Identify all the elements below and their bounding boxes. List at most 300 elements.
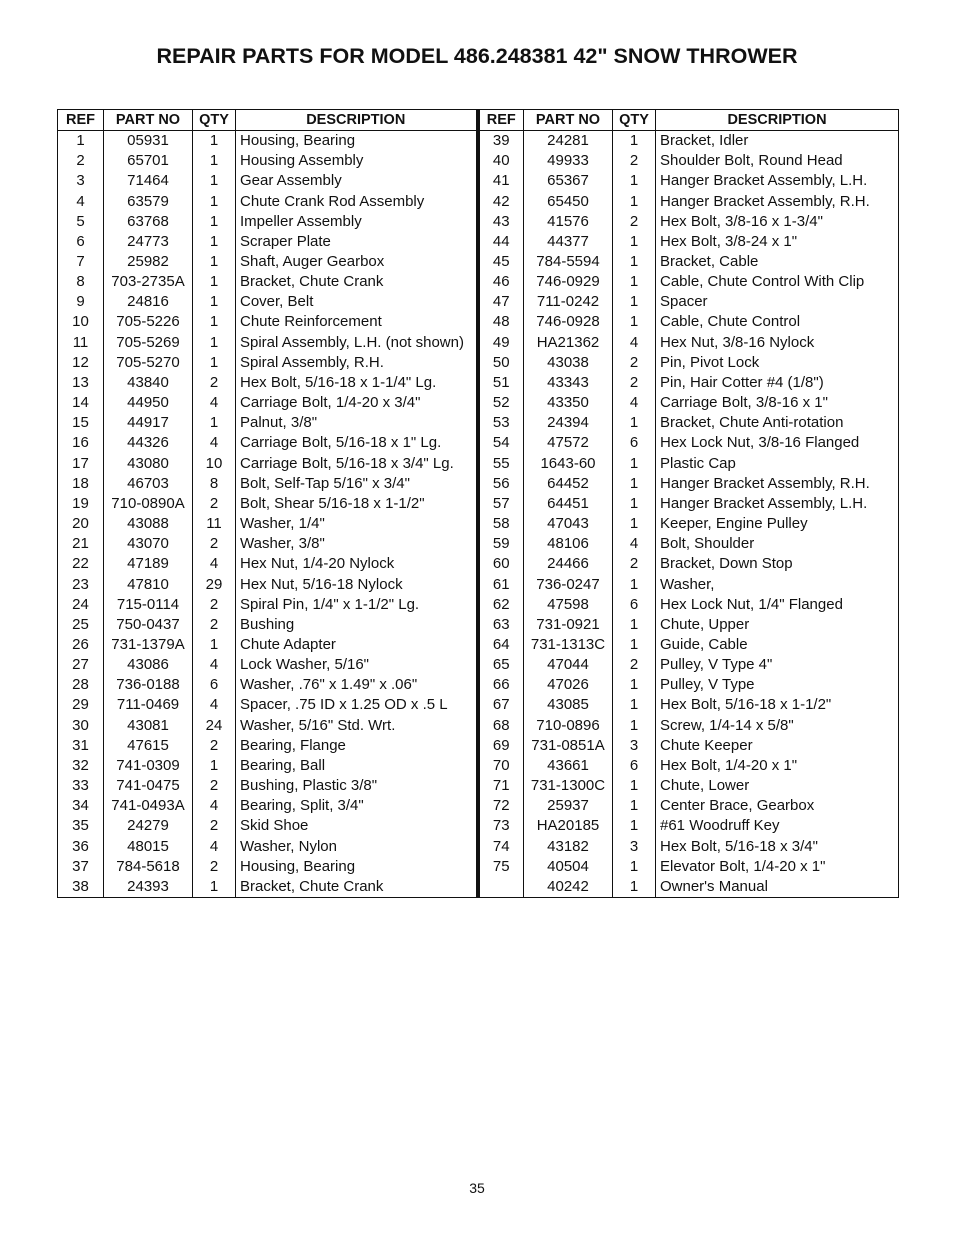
part-no-cell: HA20185 [524,816,613,836]
repair-parts-table [57,109,899,898]
ref-cell: 11 [58,333,104,353]
table-row [58,534,899,554]
part-no-cell: 25937 [524,796,613,816]
part-no-cell: 64452 [524,474,613,494]
table-row [58,816,899,836]
ref-cell: 19 [58,494,104,514]
description-cell: Housing Assembly [236,151,478,171]
table-row [58,252,899,272]
description-cell: Bracket, Chute Crank [236,272,478,292]
ref-cell: 26 [58,635,104,655]
part-no-cell: 43081 [104,716,193,736]
description-cell: Plastic Cap [656,454,899,474]
part-no-cell: 40504 [524,857,613,877]
description-cell: Chute Reinforcement [236,312,478,332]
part-no-cell: 47043 [524,514,613,534]
table-row [58,131,899,152]
description-cell: Hex Bolt, 5/16-18 x 3/4" [656,836,899,856]
ref-cell: 9 [58,292,104,312]
part-no-cell: 784-5618 [104,857,193,877]
description-cell: Pin, Pivot Lock [656,353,899,373]
part-no-cell: 746-0929 [524,272,613,292]
description-cell: Cable, Chute Control [656,312,899,332]
qty-cell: 2 [193,373,236,393]
ref-cell: 13 [58,373,104,393]
description-cell: Bolt, Shear 5/16-18 x 1-1/2" [236,494,478,514]
part-no-cell: 703-2735A [104,272,193,292]
description-cell: Hex Bolt, 5/16-18 x 1-1/2" [656,695,899,715]
part-no-cell: 25982 [104,252,193,272]
header-part-no: PART NO [104,110,193,131]
qty-cell: 4 [613,333,656,353]
description-cell: Shoulder Bolt, Round Head [656,151,899,171]
description-cell: Pin, Hair Cotter #4 (1/8") [656,373,899,393]
qty-cell: 6 [193,675,236,695]
description-cell: Spiral Assembly, L.H. (not shown) [236,333,478,353]
description-cell: Chute, Upper [656,615,899,635]
part-no-cell: 43086 [104,655,193,675]
description-cell: Hex Bolt, 1/4-20 x 1" [656,756,899,776]
ref-cell: 37 [58,857,104,877]
part-no-cell: 43080 [104,454,193,474]
qty-cell: 1 [613,857,656,877]
part-no-cell: 47572 [524,433,613,453]
qty-cell: 1 [193,131,236,152]
ref-cell: 1 [58,131,104,152]
table-header-row [58,110,899,131]
ref-cell: 62 [478,595,524,615]
qty-cell: 1 [613,252,656,272]
qty-cell: 1 [193,635,236,655]
part-no-cell: 43070 [104,534,193,554]
qty-cell: 1 [613,171,656,191]
qty-cell: 4 [193,393,236,413]
part-no-cell: 750-0437 [104,615,193,635]
ref-cell: 7 [58,252,104,272]
description-cell: Hex Lock Nut, 1/4" Flanged [656,595,899,615]
description-cell: Lock Washer, 5/16" [236,655,478,675]
ref-cell: 16 [58,433,104,453]
description-cell: Hex Nut, 1/4-20 Nylock [236,554,478,574]
table-row [58,474,899,494]
ref-cell: 47 [478,292,524,312]
qty-cell: 24 [193,716,236,736]
part-no-cell: 741-0309 [104,756,193,776]
part-no-cell: 44950 [104,393,193,413]
ref-cell: 48 [478,312,524,332]
qty-cell: 2 [193,615,236,635]
part-no-cell: 731-1313C [524,635,613,655]
part-no-cell: 746-0928 [524,312,613,332]
ref-cell: 52 [478,393,524,413]
qty-cell: 29 [193,574,236,594]
qty-cell: 2 [613,151,656,171]
table-row [58,877,899,898]
ref-cell: 28 [58,675,104,695]
ref-cell: 30 [58,716,104,736]
part-no-cell: 44377 [524,232,613,252]
qty-cell: 1 [193,756,236,776]
part-no-cell: 710-0896 [524,716,613,736]
ref-cell: 15 [58,413,104,433]
qty-cell: 1 [613,191,656,211]
table-row [58,333,899,353]
part-no-cell: 49933 [524,151,613,171]
description-cell: Bracket, Chute Crank [236,877,478,898]
ref-cell: 40 [478,151,524,171]
part-no-cell: 71464 [104,171,193,191]
part-no-cell: 63768 [104,212,193,232]
qty-cell: 2 [193,857,236,877]
part-no-cell: 65367 [524,171,613,191]
ref-cell: 17 [58,454,104,474]
qty-cell: 1 [193,151,236,171]
ref-cell: 69 [478,736,524,756]
part-no-cell: 43085 [524,695,613,715]
qty-cell: 4 [193,796,236,816]
ref-cell: 8 [58,272,104,292]
table-row [58,615,899,635]
ref-cell: 72 [478,796,524,816]
header-qty: QTY [613,110,656,131]
ref-cell: 50 [478,353,524,373]
ref-cell: 59 [478,534,524,554]
part-no-cell: HA21362 [524,333,613,353]
table-row [58,454,899,474]
table-row [58,413,899,433]
ref-cell: 63 [478,615,524,635]
ref-cell: 32 [58,756,104,776]
qty-cell: 4 [193,433,236,453]
part-no-cell: 24394 [524,413,613,433]
qty-cell: 1 [613,776,656,796]
qty-cell: 10 [193,454,236,474]
description-cell: Washer, 1/4" [236,514,478,534]
ref-cell: 18 [58,474,104,494]
part-no-cell: 46703 [104,474,193,494]
description-cell: Cable, Chute Control With Clip [656,272,899,292]
header-ref: REF [58,110,104,131]
table-row [58,736,899,756]
part-no-cell: 43343 [524,373,613,393]
table-row [58,373,899,393]
qty-cell: 1 [613,454,656,474]
qty-cell: 6 [613,433,656,453]
parts-table-body [58,131,899,898]
qty-cell: 2 [613,554,656,574]
page-number: 35 [469,1180,485,1196]
ref-cell: 75 [478,857,524,877]
description-cell: Bearing, Ball [236,756,478,776]
part-no-cell: 705-5226 [104,312,193,332]
description-cell: Washer, 5/16" Std. Wrt. [236,716,478,736]
description-cell: Bearing, Split, 3/4" [236,796,478,816]
description-cell: Gear Assembly [236,171,478,191]
ref-cell: 74 [478,836,524,856]
qty-cell: 2 [613,655,656,675]
part-no-cell: 47189 [104,554,193,574]
ref-cell: 12 [58,353,104,373]
qty-cell: 2 [193,534,236,554]
description-cell: Bushing [236,615,478,635]
ref-cell: 24 [58,595,104,615]
part-no-cell: 731-0921 [524,615,613,635]
description-cell: Carriage Bolt, 1/4-20 x 3/4" [236,393,478,413]
description-cell: Owner's Manual [656,877,899,898]
part-no-cell: 63579 [104,191,193,211]
ref-cell: 64 [478,635,524,655]
description-cell: Impeller Assembly [236,212,478,232]
description-cell: Carriage Bolt, 5/16-18 x 3/4" Lg. [236,454,478,474]
part-no-cell: 711-0242 [524,292,613,312]
qty-cell: 1 [613,796,656,816]
qty-cell: 4 [193,695,236,715]
qty-cell: 1 [613,816,656,836]
qty-cell: 1 [613,474,656,494]
ref-cell: 6 [58,232,104,252]
description-cell: Guide, Cable [656,635,899,655]
ref-cell: 34 [58,796,104,816]
ref-cell: 56 [478,474,524,494]
description-cell: Housing, Bearing [236,131,478,152]
part-no-cell: 41576 [524,212,613,232]
qty-cell: 6 [613,595,656,615]
description-cell: Carriage Bolt, 3/8-16 x 1" [656,393,899,413]
qty-cell: 2 [613,373,656,393]
ref-cell: 33 [58,776,104,796]
qty-cell: 1 [193,333,236,353]
description-cell: Bearing, Flange [236,736,478,756]
ref-cell: 53 [478,413,524,433]
part-no-cell: 24466 [524,554,613,574]
qty-cell: 1 [193,191,236,211]
qty-cell: 6 [613,756,656,776]
description-cell: Bolt, Self-Tap 5/16" x 3/4" [236,474,478,494]
description-cell: Washer, [656,574,899,594]
part-no-cell: 24816 [104,292,193,312]
part-no-cell: 47044 [524,655,613,675]
description-cell: Bracket, Idler [656,131,899,152]
table-row [58,796,899,816]
part-no-cell: 24279 [104,816,193,836]
ref-cell: 61 [478,574,524,594]
description-cell: Pulley, V Type [656,675,899,695]
table-row [58,836,899,856]
table-row [58,514,899,534]
table-row [58,312,899,332]
header-qty: QTY [193,110,236,131]
ref-cell: 66 [478,675,524,695]
description-cell: Washer, Nylon [236,836,478,856]
table-row [58,716,899,736]
part-no-cell: 715-0114 [104,595,193,615]
qty-cell: 3 [613,836,656,856]
ref-cell: 39 [478,131,524,152]
qty-cell: 4 [193,554,236,574]
description-cell: Elevator Bolt, 1/4-20 x 1" [656,857,899,877]
table-row [58,212,899,232]
ref-cell: 29 [58,695,104,715]
description-cell: Bracket, Down Stop [656,554,899,574]
description-cell: Housing, Bearing [236,857,478,877]
ref-cell: 44 [478,232,524,252]
description-cell: Hanger Bracket Assembly, L.H. [656,171,899,191]
description-cell: Bracket, Cable [656,252,899,272]
ref-cell: 2 [58,151,104,171]
qty-cell: 2 [193,736,236,756]
part-no-cell: 65701 [104,151,193,171]
ref-cell: 70 [478,756,524,776]
qty-cell: 1 [613,272,656,292]
qty-cell: 4 [613,534,656,554]
description-cell: Chute, Lower [656,776,899,796]
description-cell: Spacer, .75 ID x 1.25 OD x .5 L [236,695,478,715]
qty-cell: 1 [613,494,656,514]
ref-cell: 10 [58,312,104,332]
description-cell: Chute Adapter [236,635,478,655]
ref-cell: 49 [478,333,524,353]
ref-cell: 60 [478,554,524,574]
header-description: DESCRIPTION [236,110,478,131]
part-no-cell: 24773 [104,232,193,252]
qty-cell: 1 [613,413,656,433]
description-cell: Hanger Bracket Assembly, R.H. [656,191,899,211]
ref-cell: 68 [478,716,524,736]
part-no-cell: 24281 [524,131,613,152]
qty-cell: 2 [613,212,656,232]
header-part-no: PART NO [524,110,613,131]
ref-cell [478,877,524,898]
description-cell: Hex Bolt, 3/8-24 x 1" [656,232,899,252]
ref-cell: 27 [58,655,104,675]
part-no-cell: 741-0493A [104,796,193,816]
part-no-cell: 731-1379A [104,635,193,655]
ref-cell: 71 [478,776,524,796]
ref-cell: 65 [478,655,524,675]
description-cell: Skid Shoe [236,816,478,836]
part-no-cell: 711-0469 [104,695,193,715]
table-row [58,494,899,514]
description-cell: Keeper, Engine Pulley [656,514,899,534]
part-no-cell: 43840 [104,373,193,393]
table-row [58,433,899,453]
table-row [58,151,899,171]
description-cell: Bushing, Plastic 3/8" [236,776,478,796]
description-cell: Center Brace, Gearbox [656,796,899,816]
ref-cell: 46 [478,272,524,292]
header-ref: REF [478,110,524,131]
qty-cell: 1 [613,675,656,695]
ref-cell: 51 [478,373,524,393]
qty-cell: 1 [193,252,236,272]
description-cell: Shaft, Auger Gearbox [236,252,478,272]
table-row [58,655,899,675]
qty-cell: 4 [193,655,236,675]
ref-cell: 23 [58,574,104,594]
part-no-cell: 731-1300C [524,776,613,796]
description-cell: Hex Nut, 5/16-18 Nylock [236,574,478,594]
table-row [58,171,899,191]
qty-cell: 1 [193,877,236,898]
ref-cell: 43 [478,212,524,232]
qty-cell: 1 [613,635,656,655]
description-cell: #61 Woodruff Key [656,816,899,836]
table-row [58,191,899,211]
qty-cell: 1 [193,292,236,312]
ref-cell: 45 [478,252,524,272]
description-cell: Scraper Plate [236,232,478,252]
ref-cell: 38 [58,877,104,898]
part-no-cell: 736-0188 [104,675,193,695]
ref-cell: 3 [58,171,104,191]
ref-cell: 35 [58,816,104,836]
table-row [58,756,899,776]
description-cell: Chute Keeper [656,736,899,756]
qty-cell: 2 [193,816,236,836]
qty-cell: 1 [193,212,236,232]
header-description: DESCRIPTION [656,110,899,131]
table-row [58,353,899,373]
table-row [58,554,899,574]
qty-cell: 1 [193,353,236,373]
part-no-cell: 48015 [104,836,193,856]
description-cell: Hex Bolt, 5/16-18 x 1-1/4" Lg. [236,373,478,393]
description-cell: Bolt, Shoulder [656,534,899,554]
part-no-cell: 43350 [524,393,613,413]
qty-cell: 2 [193,494,236,514]
table-row [58,675,899,695]
part-no-cell: 43088 [104,514,193,534]
ref-cell: 31 [58,736,104,756]
part-no-cell: 05931 [104,131,193,152]
ref-cell: 5 [58,212,104,232]
description-cell: Spacer [656,292,899,312]
part-no-cell: 47615 [104,736,193,756]
ref-cell: 20 [58,514,104,534]
qty-cell: 1 [613,232,656,252]
part-no-cell: 736-0247 [524,574,613,594]
part-no-cell: 705-5270 [104,353,193,373]
ref-cell: 36 [58,836,104,856]
description-cell: Pulley, V Type 4" [656,655,899,675]
qty-cell: 1 [193,272,236,292]
part-no-cell: 65450 [524,191,613,211]
ref-cell: 22 [58,554,104,574]
description-cell: Hex Nut, 3/8-16 Nylock [656,333,899,353]
qty-cell: 1 [613,695,656,715]
part-no-cell: 43182 [524,836,613,856]
part-no-cell: 64451 [524,494,613,514]
part-no-cell: 47810 [104,574,193,594]
ref-cell: 25 [58,615,104,635]
ref-cell: 54 [478,433,524,453]
ref-cell: 58 [478,514,524,534]
description-cell: Hex Lock Nut, 3/8-16 Flanged [656,433,899,453]
description-cell: Washer, 3/8" [236,534,478,554]
qty-cell: 1 [613,574,656,594]
qty-cell: 1 [193,413,236,433]
table-row [58,776,899,796]
part-no-cell: 43038 [524,353,613,373]
ref-cell: 14 [58,393,104,413]
qty-cell: 1 [613,312,656,332]
part-no-cell: 43661 [524,756,613,776]
part-no-cell: 48106 [524,534,613,554]
description-cell: Cover, Belt [236,292,478,312]
ref-cell: 73 [478,816,524,836]
ref-cell: 4 [58,191,104,211]
part-no-cell: 40242 [524,877,613,898]
